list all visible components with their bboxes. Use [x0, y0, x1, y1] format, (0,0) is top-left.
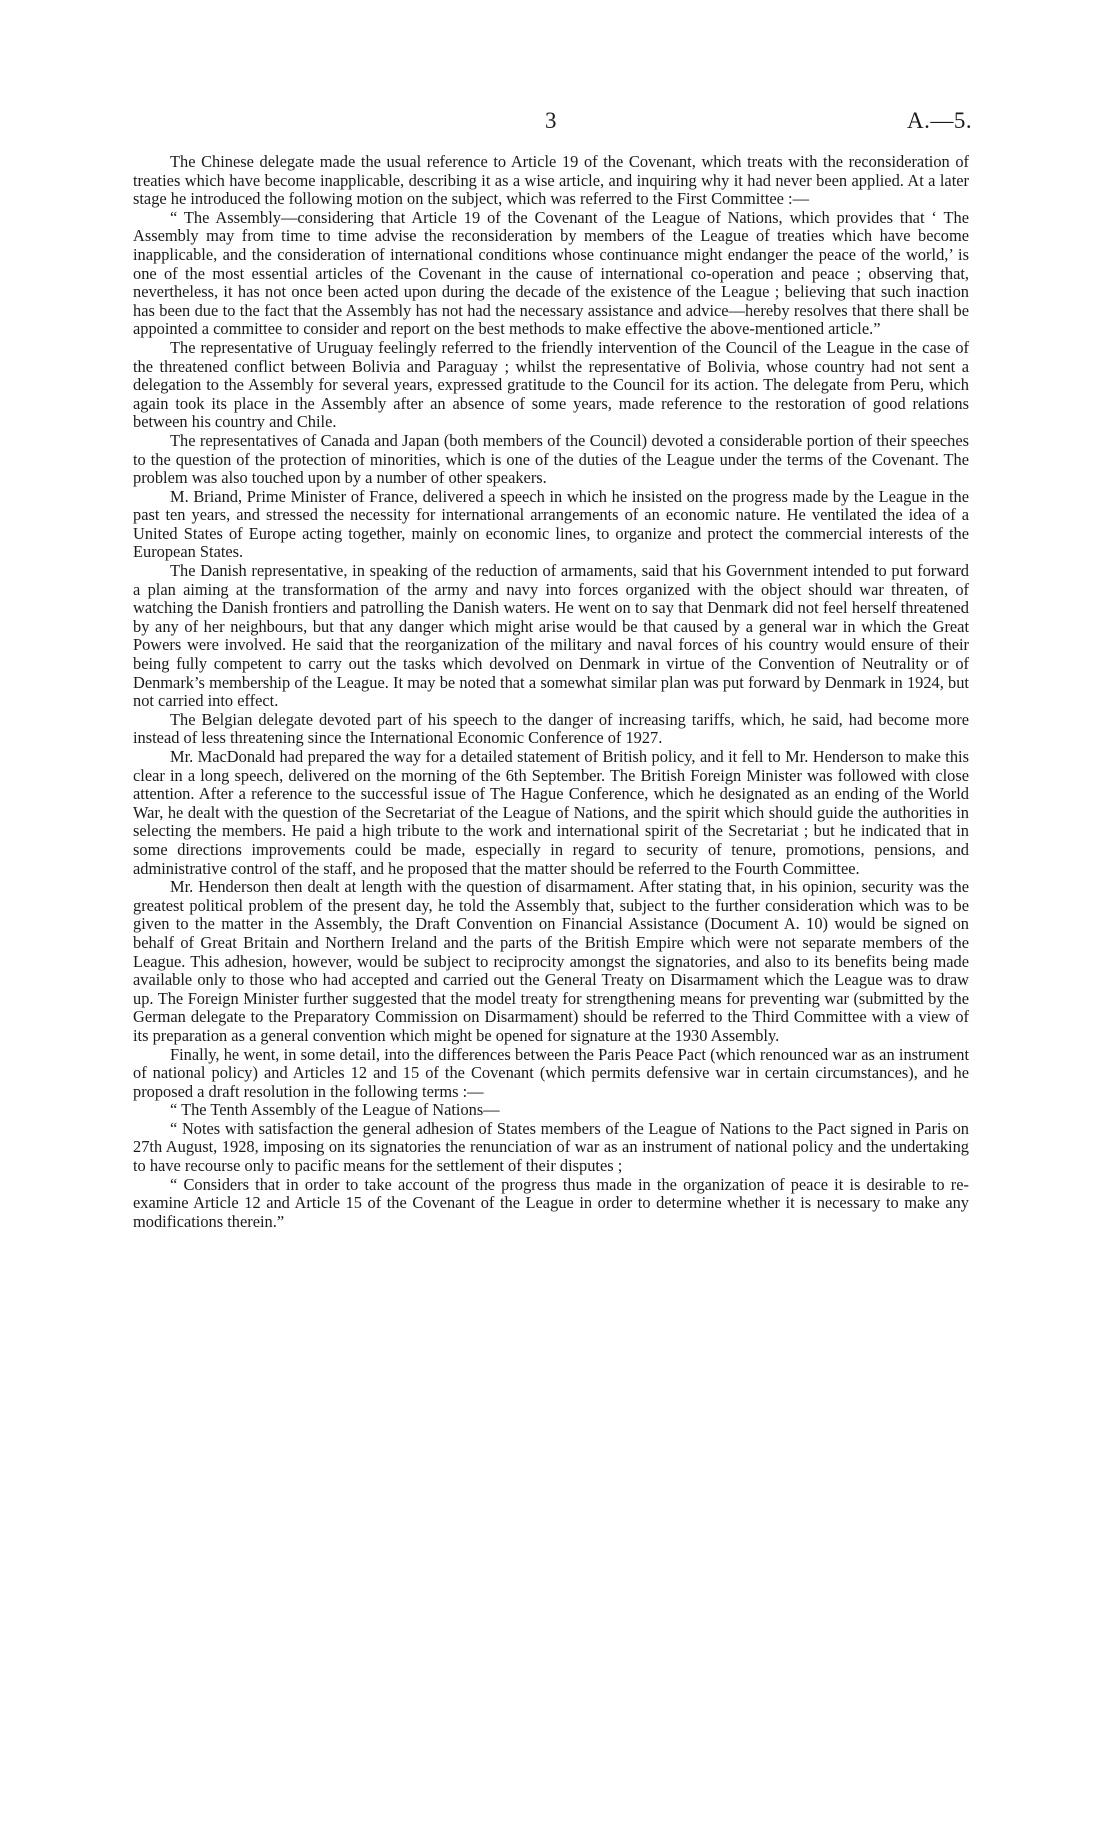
quote-article-19-motion: “ The Assembly—considering that Article 19 of the Covenant of the League of Nations, which provides that ‘ The Assembly may from time to time advise the reconsideration by members of the League of treaties which have become inapplicable, and the consideration of international conditions whose continuance might endanger the peace of the world,’ is one of the most essential articles of the Covenant in the cause of international co-operation and peace ; observing that, nevertheless, it has not once been acted upon during the decade of the existence of the League ; believing that such inaction has been due to the fact that the Assembly has not had the necessary assistance and advice—hereby resolves that there shall be appointed a committee to consider and report on the best methods to make effective the above-mentioned article.”	[133, 207, 969, 339]
paragraph-briand: M. Briand, Prime Minister of France, delivered a speech in which he insisted on the progress made by the League in the past ten years, and stressed the necessity for international arrangements of an economic nature. He ventilated the idea of a United States of Europe acting together, mainly on economic lines, to organize and protect the commercial interests of the European States.	[133, 486, 969, 562]
resolution-clause-notes: “ Notes with satisfaction the general adhesion of States members of the League of Nations to the Pact signed in Paris on 27th August, 1928, imposing on its signatories the renunciation of war as an instrument of national policy and the undertaking to have recourse only to pacific means for the settlement of their disputes ;	[133, 1118, 969, 1176]
paragraph-belgian: The Belgian delegate devoted part of his speech to the danger of increasing tariffs, which, he said, had become more instead of less threatening since the International Economic Conference of 1927.	[133, 709, 969, 748]
paragraph-canada-japan: The representatives of Canada and Japan (both members of the Council) devoted a considerable portion of their speeches to the question of the protection of minorities, which is one of the duties of the League under the terms of the Covenant. The problem was also touched upon by a number of other speakers.	[133, 430, 969, 488]
body-text	[133, 153, 969, 1231]
page-number: 3	[545, 108, 557, 133]
document-reference: A.—5.	[907, 108, 973, 133]
paragraph-macdonald: Mr. MacDonald had prepared the way for a detailed statement of British policy, and it fell to Mr. Henderson to make this clear in a long speech, delivered on the morning of the 6th September. The British Foreign Minister was followed with close attention. After a reference to the successful issue of The Hague Conference, which he designated as an ending of the World War, he dealt with the question of the Secretariat of the League of Nations, and the spirit which should guide the authorities in selecting the members. He paid a high tribute to the work and international spirit of the Secretariat ; but he indicated that in some directions improvements could be made, especially in regard to security of tenure, promotions, pensions, and administrative control of the staff, and he proposed that the matter should be referred to the Fourth Committee.	[133, 747, 969, 878]
paragraph-uruguay: The representative of Uruguay feelingly referred to the friendly intervention of the Council of the League in the case of the threatened conflict between Bolivia and Paraguay ; whilst the representative of Bolivia, whose country had not sent a delegation to the Assembly for several years, expressed gratitude to the Council for its action. The delegate from Peru, which again took its place in the Assembly after an absence of some years, made reference to the restoration of good relations between his country and Chile.	[133, 337, 969, 432]
paragraph-henderson-disarmament: Mr. Henderson then dealt at length with the question of disarmament. After stating that, in his opinion, security was the greatest political problem of the present day, he told the Assembly that, subject to the further consideration which was to be given to the matter in the Assembly, the Draft Convention on Financial Assistance (Document A. 10) would be signed on behalf of Great Britain and Northern Ireland and the parts of the British Empire which were not separate members of the League. This adhesion, however, would be subject to reciprocity amongst the signatories, and also to its benefits being made available only to those who had accepted and carried out the General Treaty on Disarmament which the League was to draw up. The Foreign Minister further suggested that the model treaty for strengthening means for preventing war (submitted by the German delegate to the Preparatory Commission on Disarmament) should be referred to the Third Committee with a view of its preparation as a general convention which might be opened for signature at the 1930 Assembly.	[133, 877, 969, 1045]
paragraph-chinese-delegate: The Chinese delegate made the usual reference to Article 19 of the Covenant, which treats with the reconsideration of treaties which have become inapplicable, describing it as a wise article, and inquiring why it had never been applied. At a later stage he introduced the following motion on the subject, which was referred to the First Committee :—	[133, 152, 969, 209]
resolution-intro: “ The Tenth Assembly of the League of Nations—	[170, 1100, 500, 1120]
paragraph-finally: Finally, he went, in some detail, into the differences between the Paris Peace Pact (which renounced war as an instrument of national policy) and Articles 12 and 15 of the Covenant (which permits defensive war in certain circumstances), and he proposed a draft resolution in the following terms :—	[133, 1044, 969, 1101]
resolution-clause-considers: “ Considers that in order to take account of the progress thus made in the organization of peace it is desirable to re-examine Article 12 and Article 15 of the Covenant of the League in order to determine whether it is necessary to make any modifications therein.”	[133, 1174, 969, 1231]
paragraph-danish: The Danish representative, in speaking of the reduction of armaments, said that his Government intended to put forward a plan aiming at the transformation of the army and navy into forces organized with the object should war threaten, of watching the Danish frontiers and patrolling the Danish waters. He went on to say that Denmark did not feel herself threatened by any of her neighbours, but that any danger which might arise would be that caused by a general war in which the Great Powers were involved. He said that the reorganization of the military and naval forces of his country would ensure of their being fully competent to carry out the tasks which devolved on Denmark in virtue of the Convention of Neutrality or of Denmark’s membership of the League. It may be noted that a somewhat similar plan was put forward by Denmark in 1924, but not carried into effect.	[133, 561, 969, 711]
